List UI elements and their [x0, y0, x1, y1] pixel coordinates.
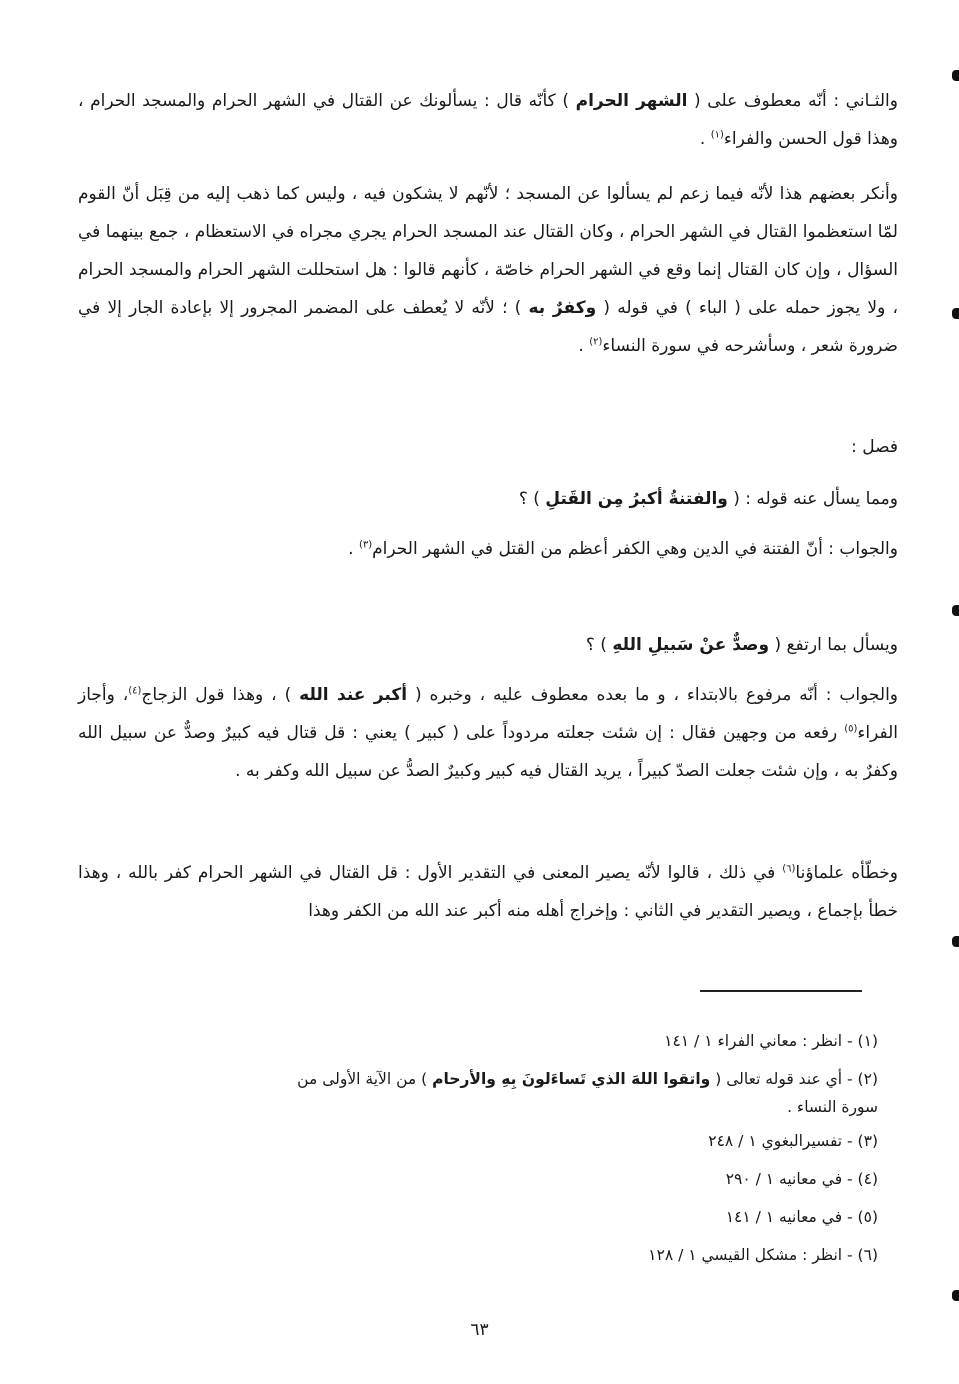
footnote-ref[interactable]: (٦) — [782, 863, 796, 875]
text: ، وأجاز الفراء — [78, 685, 898, 743]
footnote-3: (٣) - تفسيرالبغوي ١ / ٢٤٨ — [708, 1132, 878, 1150]
text: ) ؟ — [518, 489, 540, 509]
text: والثـاني : أنّه معطوف على ( — [694, 91, 898, 111]
page-number: ٦٣ — [470, 1320, 489, 1340]
margin-mark — [952, 308, 959, 319]
text: والجواب : أنّه مرفوع بالابتداء ، و ما بعده معطوف عليه ، وخبره ( — [414, 685, 899, 705]
margin-mark — [952, 70, 959, 81]
text: ) كأنّه قال : يسألونك عن القتال في الشهر الحرام والمسجد الحرام ، وهذا قول الحسن والفراء — [78, 91, 898, 149]
quoted-verse: وصدٌّ عنْ سَبيلِ اللهِ — [612, 635, 770, 655]
margin-mark — [952, 605, 959, 616]
footnote-divider — [700, 990, 862, 992]
footnote-5: (٥) - في معانيه ١ / ١٤١ — [725, 1208, 878, 1226]
text: . — [578, 336, 590, 356]
fasl-heading: فصل : — [851, 437, 898, 457]
footnote-ref[interactable]: (١) — [710, 129, 724, 141]
quoted-verse: والفتنةُ أكبرُ مِن القَتلِ — [545, 489, 728, 509]
footnote-4: (٤) - في معانيه ١ / ٢٩٠ — [725, 1170, 878, 1188]
paragraph-objection — [78, 175, 898, 365]
text: ) ؛ لأنّه لا يُعطف على المضمر المجرور إلا بإعادة الجار إلا في ضرورة شعر ، وسأشرحه في سورة النساء — [78, 298, 898, 356]
footnote-ref[interactable]: (٤) — [128, 685, 142, 697]
text: وأنكر بعضهم هذا لأنّه فيما زعم لم يسألوا عن المسجد ؛ لأنّهم لا يشكون فيه ، وليس كما ذهب إليه من قِبَل أنّ القوم لمّا استعظموا القتال في الشهر الحرام ، وكان القتال عند المسجد الحرام يجري مجراه في الاستعظام ، جمع بينهما في السؤال ، وإن كان القتال إنما وقع في الشهر الحرام خاصّة ، كأنهم قالوا : هل استحللت الشهر الحرام والمسجد الحرام ، ولا يجوز حمله على ( الباء ) في قوله ( — [78, 184, 899, 318]
footnote-ref[interactable]: (٢) — [589, 336, 603, 348]
text: في ذلك ، قالوا لأنّه يصير المعنى في التقدير الأول : قل القتال في الشهر الحرام كفر بالله ، وهذا خطأ بإجماع ، ويصير التقدير في الثاني : وإخراج أهله منه أكبر عند الله من الكفر وهذا — [78, 863, 898, 921]
footnote-ref[interactable]: (٥) — [844, 723, 858, 735]
text: ) ؟ — [585, 635, 607, 655]
text: . — [348, 539, 359, 559]
section-heading — [78, 428, 898, 466]
quoted-phrase: وكفرٌ به — [528, 298, 597, 318]
margin-mark — [952, 1290, 959, 1301]
paragraph-scholars — [78, 854, 898, 930]
text: رفعه من وجهين فقال : إن شئت جعلته مردوداً على ( كبير ) يعني : قل قتال فيه كبيرٌ وصدٌّ عن سبيل الله وكفرٌ به ، وإن شئت جعلت الصدّ كبيراً ، يريد القتال فيه كبير وكبيرٌ الصدُّ عن سبيل الله وكفر به . — [78, 723, 898, 781]
footnotes — [150, 1022, 878, 1274]
text: والجواب : أنّ الفتنة في الدين وهي الكفر أعظم من القتل في الشهر الحرام — [372, 539, 898, 559]
text: ) من الآية الأولى من — [297, 1070, 428, 1088]
text: ويسأل بما ارتفع ( — [774, 635, 898, 655]
quoted-verse: واتقوا اللهَ الذي تَساءَلونَ بِهِ والأرحام — [432, 1070, 711, 1088]
answer-sadd — [78, 676, 898, 790]
text: ومما يسأل عنه قوله : ( — [733, 489, 898, 509]
text: وخطّأه علماؤنا — [795, 863, 898, 883]
text: ) ، وهذا قول الزجاج — [141, 685, 292, 705]
answer-fitna — [78, 530, 898, 568]
margin-mark — [952, 936, 959, 947]
question-fitna — [78, 480, 898, 518]
question-sadd — [78, 626, 898, 664]
footnote-6: (٦) - انظر : مشكل القيسي ١ / ١٢٨ — [648, 1246, 878, 1264]
text: . — [699, 129, 711, 149]
footnote-ref[interactable]: (٣) — [358, 539, 373, 551]
footnote-2-continuation: سورة النساء . — [787, 1098, 878, 1116]
quoted-phrase: أكبر عند الله — [299, 685, 408, 705]
text: (٢) - أي عند قوله تعالى ( — [715, 1070, 878, 1088]
footnote-1: (١) - انظر : معاني الفراء ١ / ١٤١ — [664, 1032, 878, 1050]
paragraph-second-opinion — [78, 82, 898, 158]
quoted-phrase: الشهر الحرام — [575, 91, 688, 111]
